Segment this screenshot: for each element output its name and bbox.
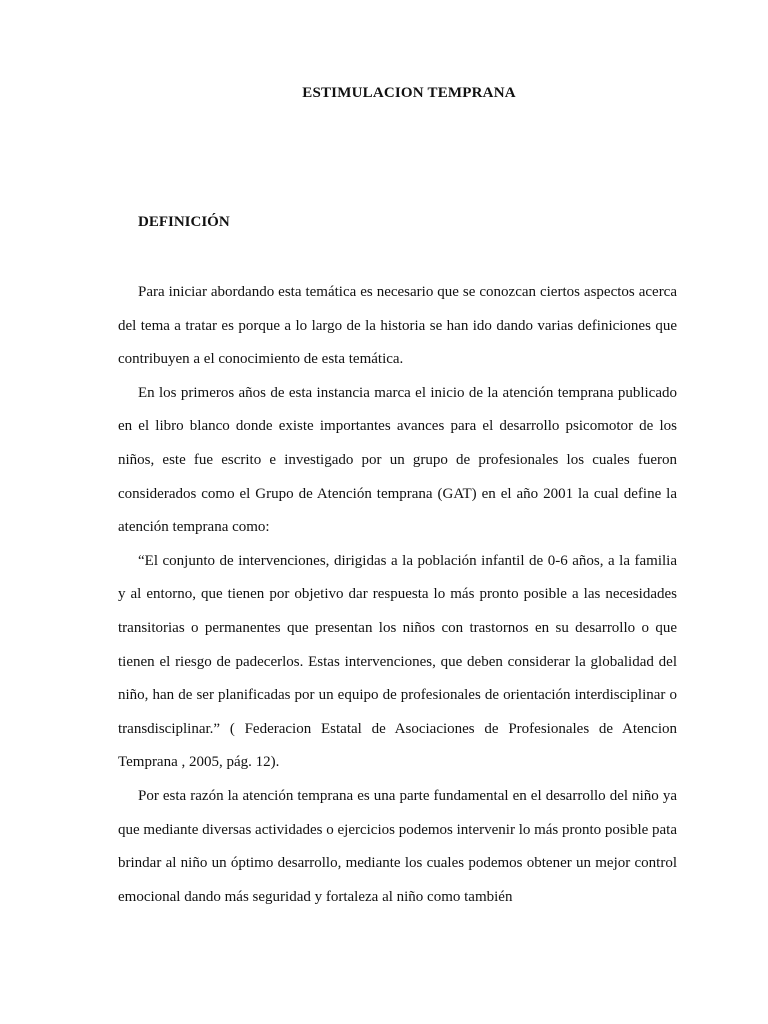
paragraph-quote: “El conjunto de intervenciones, dirigidas a la población infantil de 0-6 años, a la familia y al entorno, que tienen por objetivo dar respuesta lo más pronto posible a las necesidades transitorias o permanentes que presentan los niños con trastornos en su desarrollo o que tienen el riesgo de padecerlos. Estas intervenciones, que deben considerar la globalidad del niño, han de ser planificadas por un equipo de profesionales de orientación interdisciplinar o transdisciplinar.” ( Federacion Estatal de Asociaciones de Profesionales de Atencion Temprana , 2005, pág. 12). [118,552,677,771]
document-title: ESTIMULACION TEMPRANA [302,85,516,101]
document-body [118,276,677,914]
paragraph-history: En los primeros años de esta instancia marca el inicio de la atención temprana publicado en el libro blanco donde existe importantes avances para el desarrollo psicomotor de los niños, este fue escrito e investigado por un grupo de profesionales los cuales fueron considerados como el Grupo de Atención temprana (GAT) en el año 2001 la cual define la atención temprana como: [118,384,677,536]
paragraph-conclusion: Por esta razón la atención temprana es una parte fundamental en el desarrollo del niño ya que mediante diversas actividades o ejercicios podemos intervenir lo más pronto posible pata brindar al niño un óptimo desarrollo, mediante los cuales podemos obtener un mejor control emocional dando más seguridad y fortaleza al niño como también [118,787,677,905]
section-heading: DEFINICIÓN [138,214,230,230]
paragraph-intro: Para iniciar abordando esta temática es necesario que se conozcan ciertos aspectos acerca del tema a tratar es porque a lo largo de la historia se han ido dando varias definiciones que contribuyen a el conocimiento de esta temática. [118,284,677,368]
